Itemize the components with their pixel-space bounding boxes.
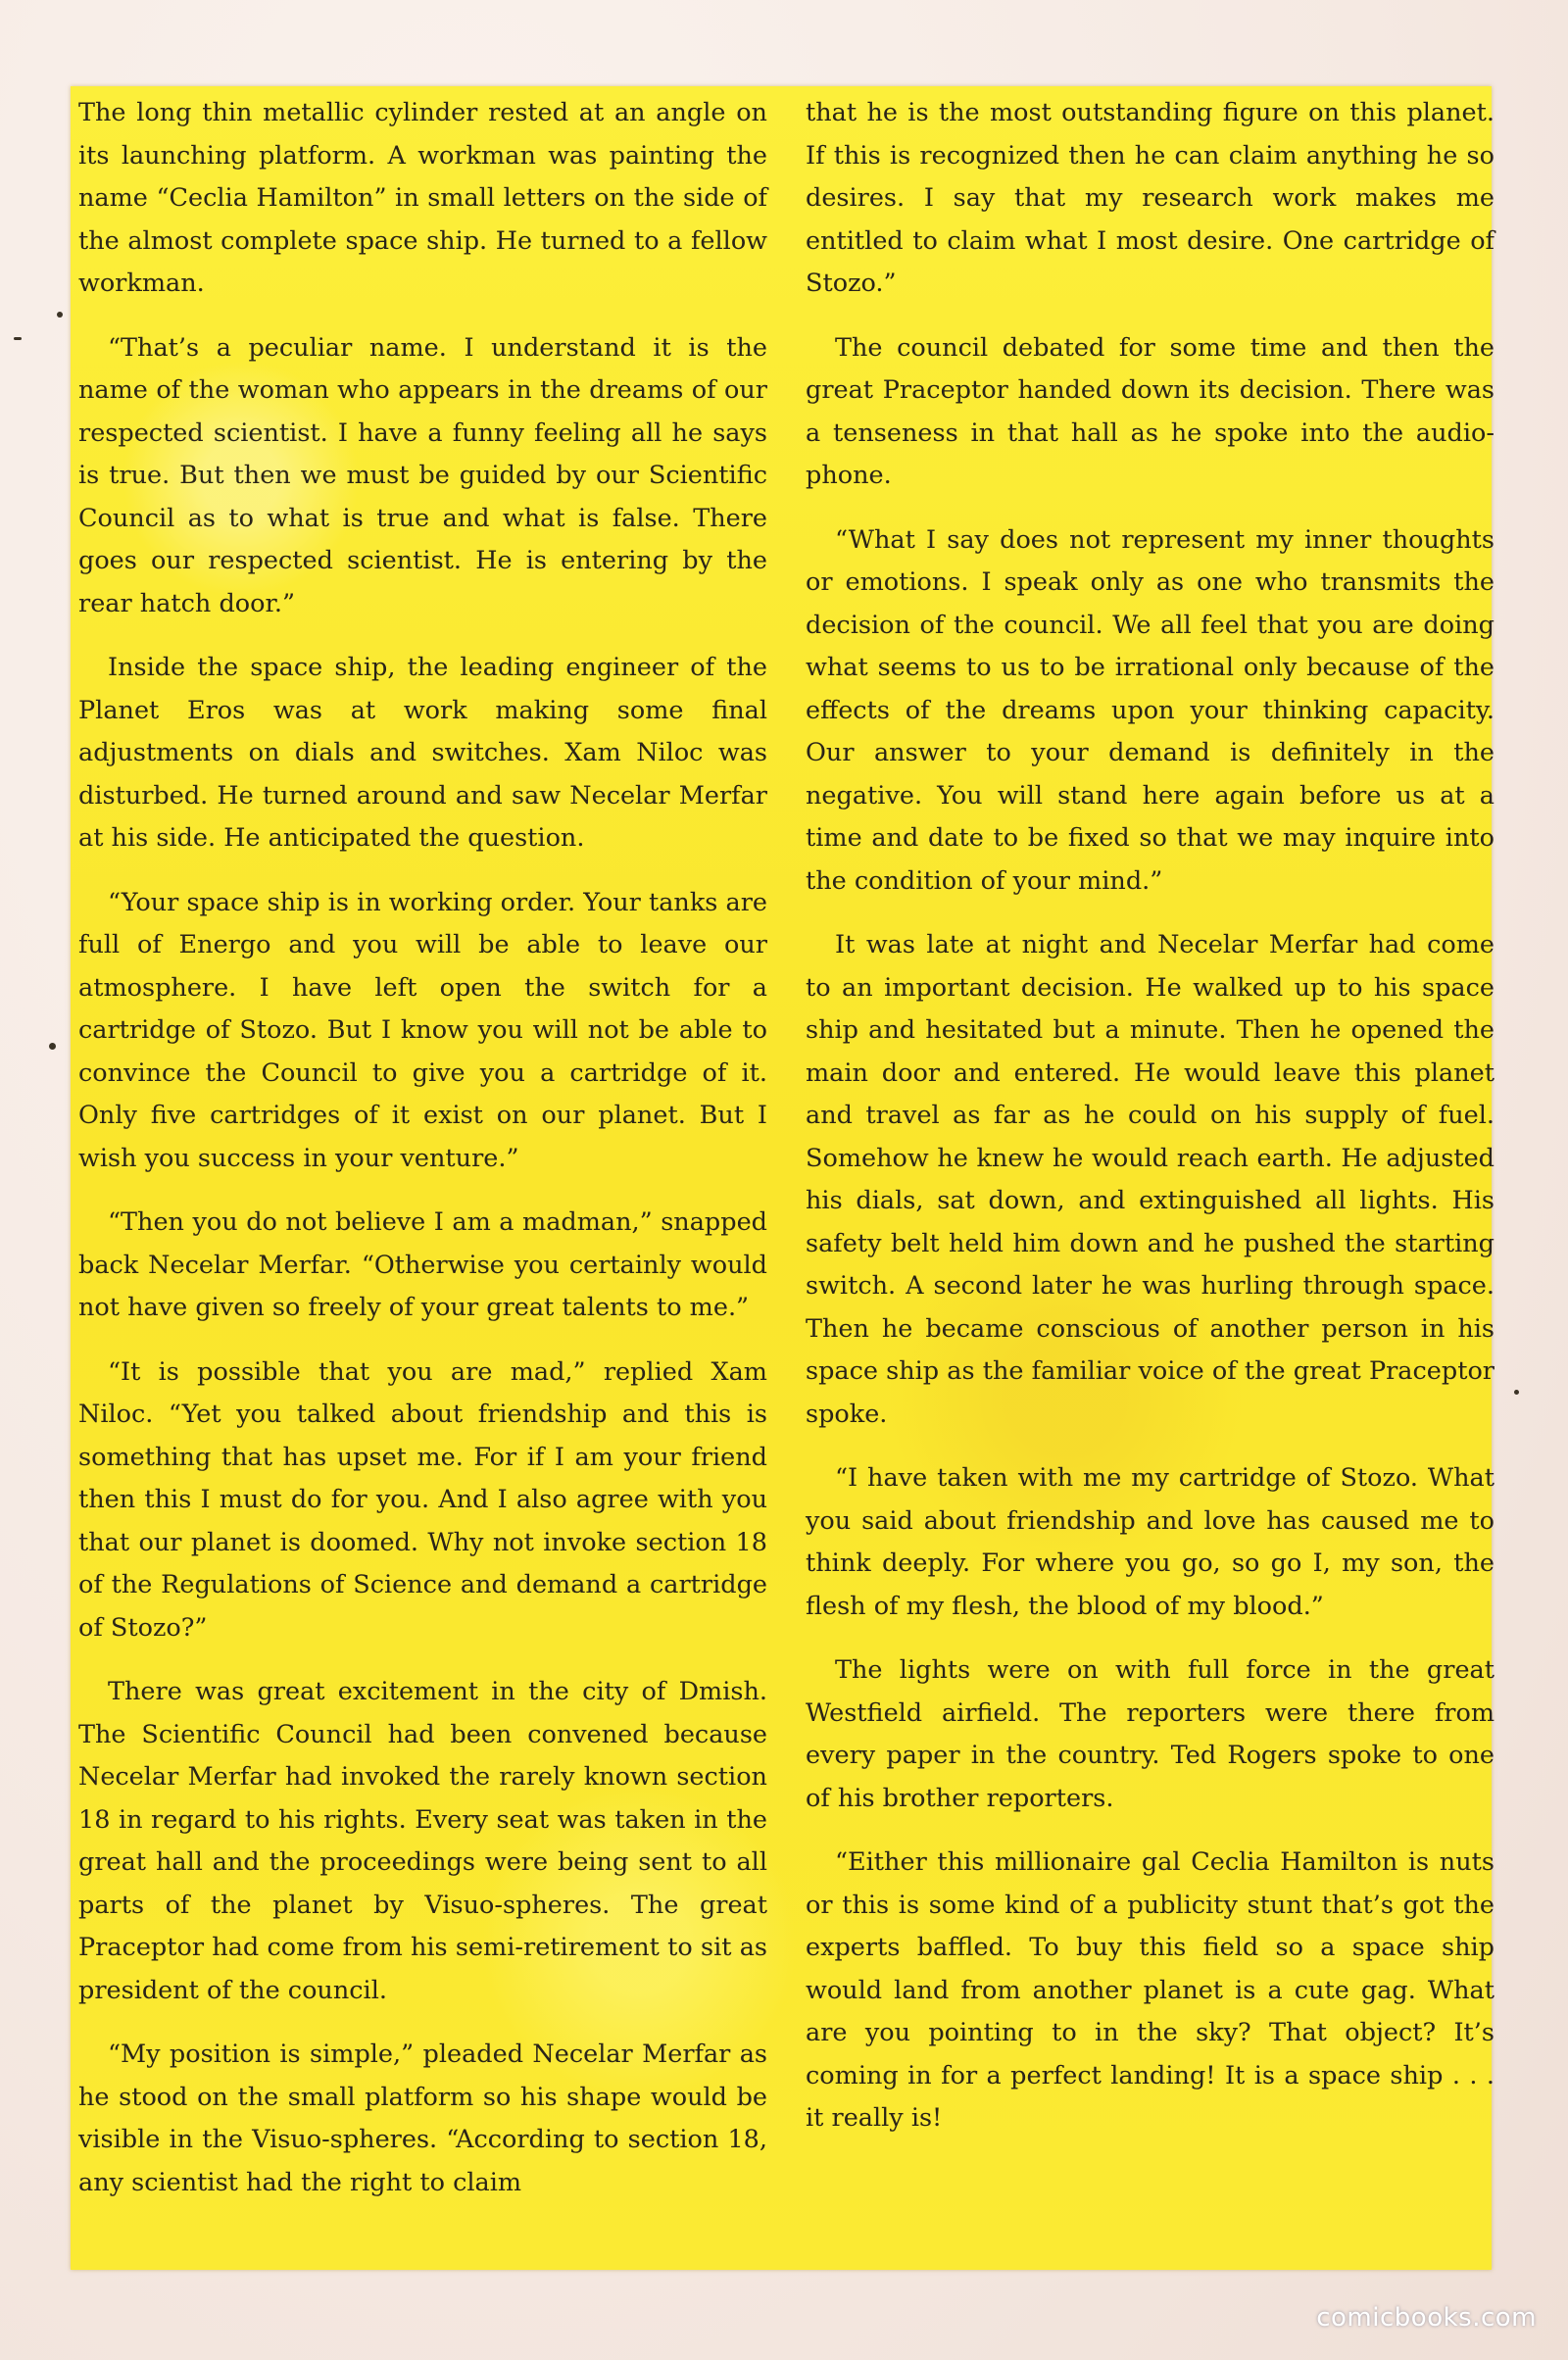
- paragraph: “That’s a peculiar name. I understand it is the name of the woman who appears in the dreams of our respected scientist. I have a funny feeling all he says is true. But then we must be guided by our Scientific Council as to what is true and what is false. There goes our respected scientist. He is entering by the rear hatch door.”: [78, 332, 767, 618]
- paragraph: Inside the space ship, the leading engineer of the Planet Eros was at work making some final adjustments on dials and switches. Xam Niloc was disturbed. He turned around and saw Necelar Merfar at his side. He anticipated the question.: [78, 653, 767, 853]
- print-speck: [49, 1043, 56, 1050]
- paragraph: The lights were on with full force in the great Westfield airfield. The reporters were there from every paper in the country. Ted Rogers spoke to one of his brother reporters.: [806, 1655, 1494, 1813]
- paragraph: The long thin metallic cylinder rested at an angle on its launching platform. A workman was painting the name “Ceclia Hamilton” in small letters on the side of the almost complete space ship. He turned to a fellow workman.: [78, 98, 767, 298]
- paragraph: “It is possible that you are mad,” replied Xam Niloc. “Yet you talked about friendship and this is something that has upset me. For if I am your friend then this I must do for you. And I also agree with you that our planet is doomed. Why not invoke section 18 of the Regulations of Science and demand a cartridge of Stozo?”: [78, 1356, 767, 1643]
- left-text-column: [78, 92, 767, 2226]
- watermark-text: comicbooks.com: [1316, 2303, 1537, 2333]
- paragraph: “What I say does not represent my inner thoughts or emotions. I speak only as one who transmits the decision of the council. We all feel that you are doing what seems to us to be irrational only because of the effects of the dreams upon your thinking capacity. Our answer to your demand is definitely in the negative. You will stand here again before us at a time and date to be fixed so that we may inquire into the condition of your mind.”: [806, 524, 1494, 896]
- paragraph: “Your space ship is in working order. Your tanks are full of Energo and you will be able to leave our atmosphere. I have left open the switch for a cartridge of Stozo. But I know you will not be able to convince the Council to give you a cartridge of it. Only five cartridges of it exist on our planet. But I wish you success in your venture.”: [78, 887, 767, 1173]
- right-text-column: [806, 92, 1494, 2162]
- paragraph: “My position is simple,” pleaded Necelar Merfar as he stood on the small platform so his shape would be visible in the Visuo-spheres. “According to section 18, any scientist had the right to claim: [78, 2040, 767, 2197]
- print-speck: [57, 312, 63, 318]
- paragraph: “Either this millionaire gal Ceclia Hamilton is nuts or this is some kind of a publicity stunt that’s got the experts baffled. To buy this field so a space ship would land from another planet is a cute gag. What are you pointing to in the sky? That object? It’s coming in for a perfect landing! It is a space ship . . . it really is!: [806, 1847, 1494, 2133]
- print-speck: [1514, 1390, 1519, 1395]
- paragraph: “I have taken with me my cartridge of Stozo. What you said about friendship and love has caused me to think deeply. For where you go, so go I, my son, the flesh of my flesh, the blood of my blood.”: [806, 1463, 1494, 1621]
- paragraph: There was great excitement in the city of Dmish. The Scientific Council had been convened because Necelar Merfar had invoked the rarely known section 18 in regard to his rights. Every seat was taken in the great hall and the proceedings were being sent to all parts of the planet by Visuo-spheres. The great Praceptor had come from his semi-retirement to sit as president of the council.: [78, 1677, 767, 2005]
- paragraph: It was late at night and Necelar Merfar had come to an important decision. He walked up to his space ship and hesitated but a minute. Then he opened the main door and entered. He would leave this planet and travel as far as he could on his supply of fuel. Somehow he knew he would reach earth. He adjusted his dials, sat down, and extinguished all lights. His safety belt held him down and he pushed the starting switch. A second later he was hurling through space. Then he became conscious of another person in his space ship as the familiar voice of the great Praceptor spoke.: [806, 930, 1494, 1429]
- paragraph: that he is the most outstanding figure on this planet. If this is recognized then he can claim anything he so desires. I say that my research work makes me entitled to claim what I most desire. One cartridge of Stozo.”: [806, 98, 1494, 298]
- print-speck: [14, 337, 22, 340]
- story-text-panel: [71, 86, 1492, 2270]
- paragraph: “Then you do not believe I am a madman,” snapped back Necelar Merfar. “Otherwise you certainly would not have given so freely of your great talents to me.”: [78, 1207, 767, 1322]
- paragraph: The council debated for some time and then the great Praceptor handed down its decision. There was a tenseness in that hall as he spoke into the audio-phone.: [806, 332, 1494, 490]
